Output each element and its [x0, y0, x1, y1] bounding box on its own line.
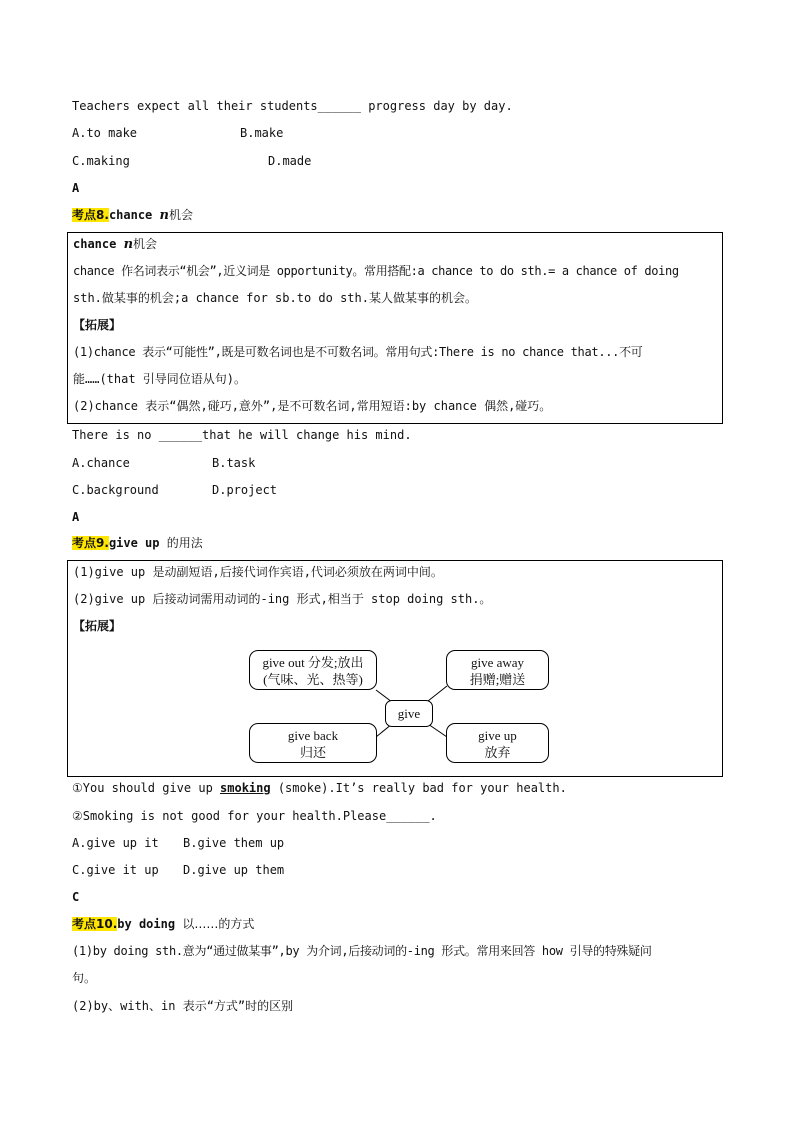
option-b: B.make [240, 126, 284, 140]
key-point-word: chance [108, 208, 153, 222]
key-point-heading [72, 916, 254, 932]
box-text-line: 能……(that 引导同位语从句)。 [73, 372, 247, 386]
box-part-of-speech: n [123, 237, 134, 252]
paragraph-line: 句。 [72, 971, 97, 985]
node-text: (气味、光、热等) [263, 672, 363, 687]
key-point-word: by doing [117, 917, 176, 931]
question-stem: Teachers expect all their students______ progress day by day. [72, 99, 513, 113]
option-d: D.give up them [183, 863, 285, 877]
answer-key: A [72, 510, 80, 524]
question-stem [72, 780, 567, 796]
expand-label: 【拓展】 [73, 318, 122, 332]
connector-line [428, 686, 447, 701]
key-point-word: give up [108, 536, 160, 550]
part-of-speech: n [159, 208, 169, 223]
sentence-prefix: ①You should give up [72, 781, 221, 795]
option-b: B.give them up [183, 836, 285, 850]
mind-map-node-give-out [249, 650, 377, 690]
box-text-line: (1)give up 是动副短语,后接代词作宾语,代词必须放在两词中间。 [73, 565, 443, 579]
key-point-number: 9. [96, 536, 109, 550]
option-c: C.give it up [72, 863, 159, 877]
answer-key: A [72, 181, 80, 195]
box-meaning: 机会 [133, 237, 158, 251]
paragraph-line: (2)by、with、in 表示“方式”时的区别 [72, 999, 294, 1013]
key-point-tag: 考点 [72, 536, 97, 550]
node-text: give up [478, 728, 517, 743]
option-c: C.making [72, 154, 130, 168]
node-text: give away [470, 655, 525, 670]
node-text: give out 分发;放出 [262, 655, 364, 670]
option-b: B.task [212, 456, 256, 470]
option-d: D.project [212, 483, 278, 497]
filled-answer: smoking [220, 781, 271, 795]
option-a: A.chance [72, 456, 130, 470]
answer-key: C [72, 890, 80, 904]
key-point-tag: 考点 [72, 208, 97, 222]
box-text-line: (2)give up 后接动词需用动词的-ing 形式,相当于 stop doing sth.。 [73, 592, 492, 606]
box-word: chance [73, 237, 117, 251]
option-d: D.made [268, 154, 312, 168]
connector-line [428, 724, 447, 737]
option-c: C.background [72, 483, 159, 497]
box-text-line: chance 作名词表示“机会”,近义词是 opportunity。常用搭配:a chance to do sth.= a chance of doing [73, 264, 679, 278]
box-text-line: (1)chance 表示“可能性”,既是可数名词也是不可数名词。常用句式:There is no chance that...不可 [73, 345, 643, 359]
expand-label: 【拓展】 [73, 619, 122, 633]
node-text: 放弃 [484, 745, 511, 760]
node-text: give [397, 706, 421, 721]
mind-map-node-give-away [446, 650, 549, 690]
key-point-tag: 考点 [72, 917, 97, 931]
paragraph-line: (1)by doing sth.意为“通过做某事”,by 为介词,后接动词的-ing 形式。常用来回答 how 引导的特殊疑问 [72, 944, 652, 958]
question-stem: ②Smoking is not good for your health.Please______. [72, 809, 437, 823]
mind-map-node-give-up [446, 723, 549, 763]
sentence-suffix: (smoke).It’s really bad for your health. [270, 781, 567, 795]
question-stem: There is no ______that he will change his mind. [72, 428, 412, 442]
option-a: A.to make [72, 126, 138, 140]
key-point-meaning: 机会 [168, 208, 193, 222]
mind-map-center-node [385, 700, 433, 727]
key-point-number: 10. [96, 917, 118, 931]
node-text: 捐赠;赠送 [469, 672, 526, 687]
mind-map-node-give-back [249, 723, 377, 763]
node-text: give back [287, 728, 339, 743]
option-a: A.give up it [72, 836, 159, 850]
key-point-meaning: 的用法 [166, 536, 203, 550]
key-point-number: 8. [96, 208, 109, 222]
key-point-meaning: 以……的方式 [182, 917, 255, 931]
box-text-line: (2)chance 表示“偶然,碰巧,意外”,是不可数名词,常用短语:by chance 偶然,碰巧。 [73, 399, 552, 413]
node-text: 归还 [299, 745, 326, 760]
box-text-line: sth.做某事的机会;a chance for sb.to do sth.某人做某事的机会。 [73, 291, 477, 305]
